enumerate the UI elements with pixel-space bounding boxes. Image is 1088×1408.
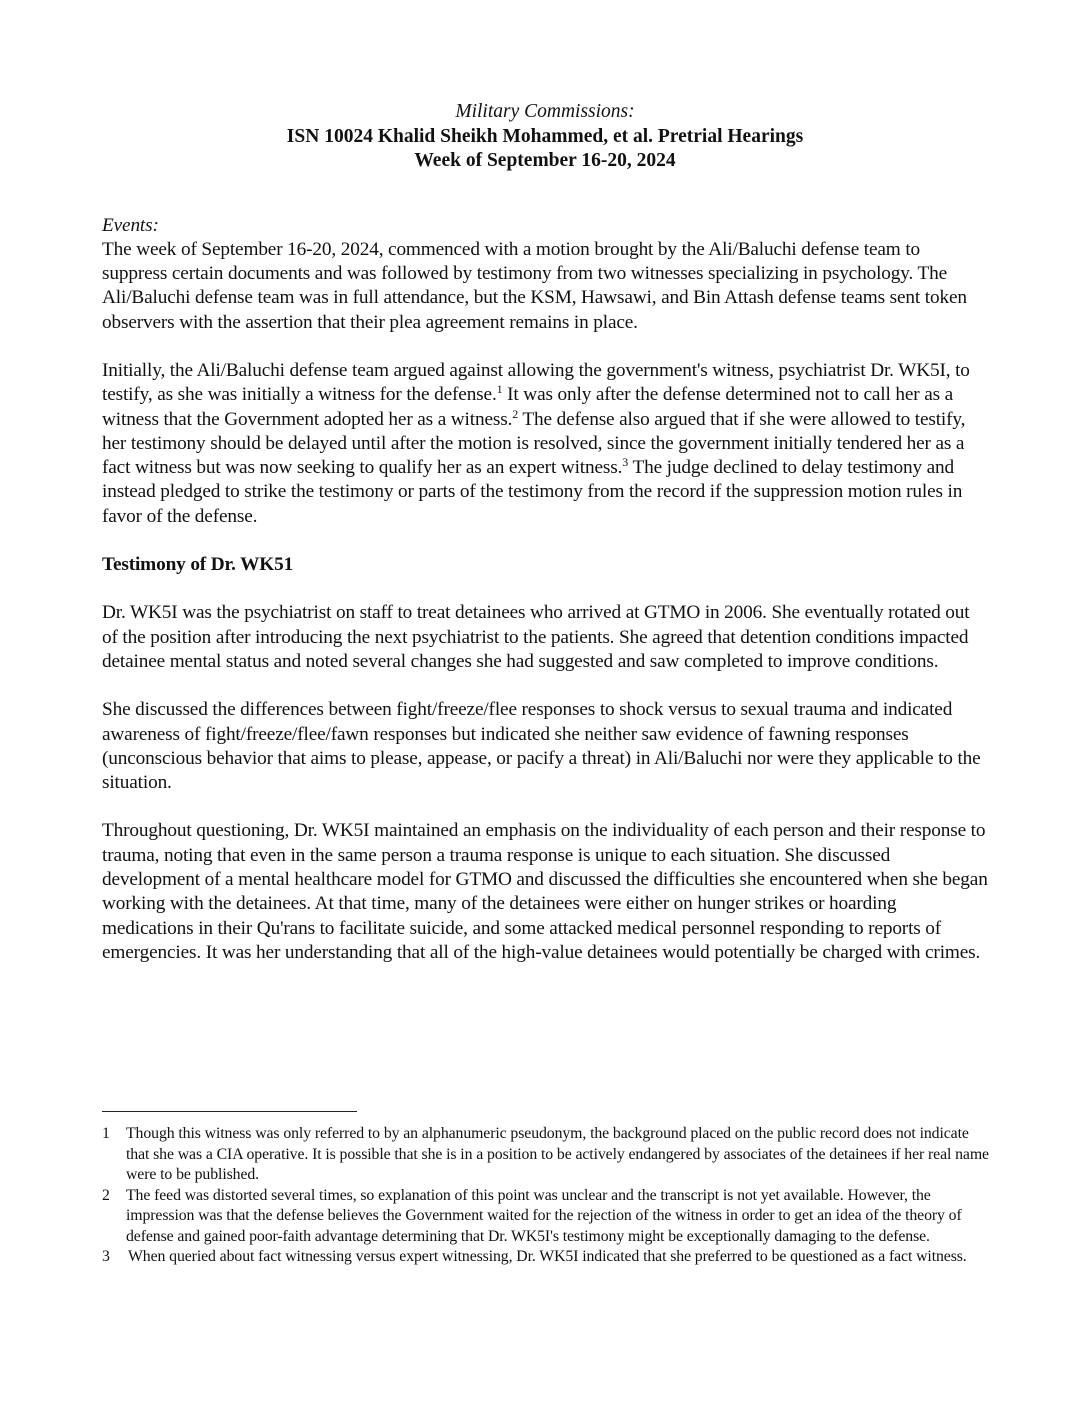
document-body: [102, 214, 988, 966]
paragraph-text: The judge declined to delay testimony and instead pledged to strike the testimony or parts of the testimony from the record if the suppression motion rules in favor of the defense.: [102, 457, 963, 527]
footnote-number: 2: [102, 1186, 110, 1204]
footnote-text: When queried about fact witnessing versus expert witnessing, Dr. WK5I indicated that she preferred to be questioned as a fact witness.: [128, 1248, 967, 1265]
document-page: [102, 100, 988, 989]
footnote-ref-3[interactable]: 3: [622, 455, 629, 470]
section-heading-testimony: Testimony of Dr. WK51: [102, 554, 294, 576]
paragraph-questioning: Throughout questioning, Dr. WK5I maintained an emphasis on the individuality of each person and their response to trauma, noting that even in the same person a trauma response is unique to each situation. She discussed development of a mental healthcare model for GTMO and discussed the difficulties she encountered when she began working with the detainees. At that time, many of the detainees were either on hunger strikes or hoarding medications in their Qu'rans to facilitate suicide, and some attacked medical personnel responding to reports of emergencies. It was her understanding that all of the high-value detainees would potentially be charged with crimes.: [102, 820, 988, 963]
footnote-ref-1[interactable]: 1: [496, 382, 503, 397]
footnote-2: [102, 1186, 992, 1248]
paragraph-text: It was only after the defense determined not to call her as a witness that the Government adopted her as a witness.: [102, 384, 954, 430]
footnote-number: 1: [102, 1125, 110, 1142]
paragraph-events-intro: The week of September 16-20, 2024, commenced with a motion brought by the Ali/Baluchi defense team to suppress certain documents and was followed by testimony from two witnesses specializing in psychology. The Ali/Baluchi defense team was in full attendance, but the KSM, Hawsawi, and Bin Attash defense teams sent token observers with the assertion that their plea agreement remains in place.: [102, 238, 967, 333]
title-line-case: ISN 10024 Khalid Sheikh Mohammed, et al. Pretrial Hearings: [286, 125, 804, 147]
document-title: [102, 100, 988, 174]
title-line-week: Week of September 16-20, 2024: [414, 150, 676, 171]
footnote-text: The feed was distorted several times, so explanation of this point was unclear and the transcript is not yet available. However, the impression was that the defense believes the Government waited for the rejection of the witness in order to get an idea of the theory of defense and gained poor-faith advantage determining that Dr. WK5I's testimony might be exceptionally damaging to the defense.: [126, 1186, 962, 1245]
title-line-commissions: Military Commissions:: [455, 101, 635, 122]
paragraph-trauma-responses: She discussed the differences between fight/freeze/flee responses to shock versus to sexual trauma and indicated awareness of fight/freeze/flee/fawn responses but indicated she neither saw evidence of fawning responses (unconscious behavior that aims to please, appease, or pacify a threat) in Ali/Baluchi nor were they applicable to the situation.: [102, 699, 981, 794]
paragraph-text: Initially, the Ali/Baluchi defense team argued against allowing the government's witness, psychiatrist Dr. WK5I, to testify, as she was initially a witness for the defense.: [102, 359, 970, 406]
events-label: Events:: [102, 214, 159, 236]
footnote-1: [102, 1124, 992, 1186]
paragraph-text: The defense also argued that if she were allowed to testify, her testimony should be delayed until after the motion is resolved, since the government initially tendered her as a fact witness but was now seeking to qualify her as an expert witness.: [102, 408, 966, 479]
footnotes-section: [102, 1124, 992, 1268]
footnote-number: 3: [102, 1248, 110, 1265]
footnote-text: Though this witness was only referred to by an alphanumeric pseudonym, the background placed on the public record does not indicate that she was a CIA operative. It is possible that she is in a position to be actively endangered by associates of the detainees if her real name were to be published.: [126, 1125, 989, 1183]
footnote-3: [102, 1247, 992, 1268]
footnote-ref-2[interactable]: 2: [512, 406, 519, 421]
footnote-separator: [102, 1111, 357, 1112]
paragraph-defense-argument: [102, 359, 988, 529]
paragraph-psychiatrist-role: Dr. WK5I was the psychiatrist on staff to treat detainees who arrived at GTMO in 2006. She eventually rotated out of the position after introducing the next psychiatrist to the patients. She agreed that detention conditions impacted detainee mental status and noted several changes she had suggested and saw completed to improve conditions.: [102, 602, 970, 672]
